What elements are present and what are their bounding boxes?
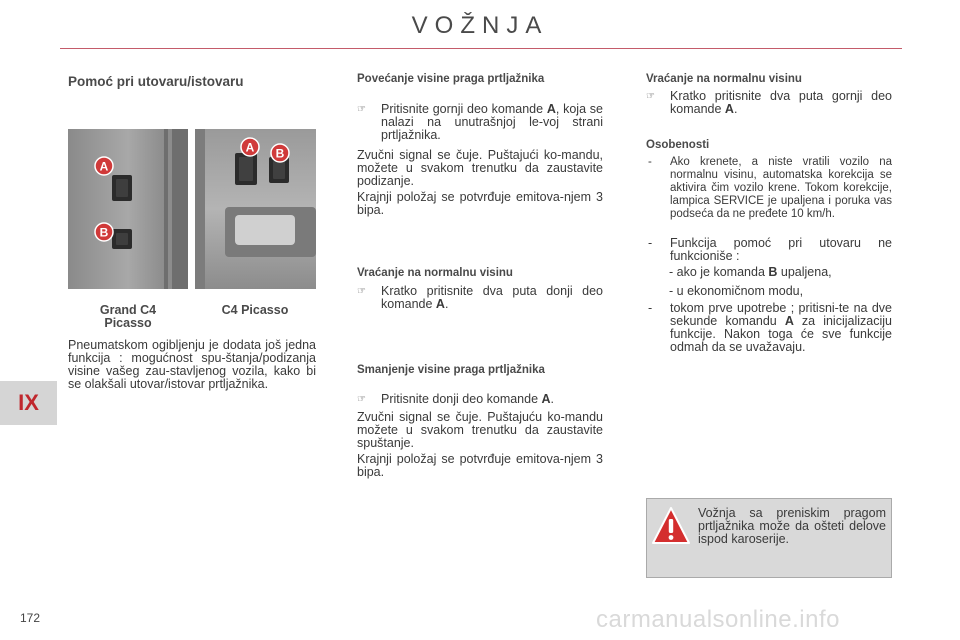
normal-heading: Vraćanje na normalnu visinu xyxy=(357,267,513,279)
raise-heading: Povećanje visine praga prtljažnika xyxy=(357,73,545,85)
dash-marker: - xyxy=(648,236,653,250)
trunk-side-illustration xyxy=(195,129,316,289)
sub-item-1-key: B xyxy=(768,265,778,279)
sub-item-2-text: u ekonomičnom modu, xyxy=(676,284,804,298)
dash-marker: - xyxy=(648,156,652,168)
lower-bullet-text: Pritisnite donji deo komande xyxy=(381,392,542,406)
photo-c4-picasso xyxy=(195,129,316,289)
normal-bullet-2-text: Kratko pritisnite dva puta gornji deo komande xyxy=(670,89,892,116)
caption-grand-c4-picasso: Grand C4 Picasso xyxy=(99,303,157,330)
feature-item-2: Funkcija pomoć pri utovaru ne funkcioniše : xyxy=(670,236,892,263)
feature-item-1: Ako krenete, a niste vratili vozilo na normalnu visinu, automatska korekcija se aktivira čim vozilo krene. Tokom korekcije, lampica SERVICE je upaljena i poruka vas podseća da ne pređete 10 km/h. xyxy=(670,156,892,220)
dash-marker: - xyxy=(648,301,653,315)
watermark: carmanualsonline.info xyxy=(596,606,840,633)
badge-b-left: B xyxy=(99,225,109,240)
sub-item-1-text: ako je komanda xyxy=(676,265,769,279)
pointing-hand-icon: ☞ xyxy=(357,394,366,405)
raise-paragraph-2: Krajnji položaj se potvrđuje emitova-njem 3 bipa. xyxy=(357,190,603,217)
feature-item-3-rest: za inicijalizaciju funkcije. Nakon toga će sve funkcije odmah da se uvažavaju. xyxy=(670,314,892,354)
feature-item-3-key: A xyxy=(784,314,794,328)
intro-paragraph: Pneumatskom ogibljenju je dodata još jedna funkcija : mogućnost spu-štanja/podizanja visine vašeg zau-stavljenog vozila, kako bi se olakšali utovar/istovar prtljažnika. xyxy=(68,338,316,391)
warning-icon xyxy=(651,506,691,546)
sub-item-1-rest: upaljena, xyxy=(777,265,832,279)
raise-bullet-rest: , koja se nalazi na unutrašnjoj le-voj strani prtljažnika. xyxy=(381,102,603,142)
trunk-panel-illustration xyxy=(68,129,188,289)
raise-paragraph-1: Zvučni signal se čuje. Puštajući ko-mandu, možete u svakom trenutku da zaustavite podizanje. xyxy=(357,148,603,188)
section-heading: Pomoć pri utovaru/istovaru xyxy=(68,74,244,89)
features-heading: Osobenosti xyxy=(646,139,710,151)
photo-grand-c4-picasso xyxy=(68,129,188,289)
lower-bullet-key: A xyxy=(541,392,551,406)
badge-a-left: A xyxy=(99,159,109,174)
caption-c4-picasso: C4 Picasso xyxy=(221,303,289,317)
lower-bullet xyxy=(357,392,603,406)
normal-bullet-text: Kratko pritisnite dva puta donji deo komande xyxy=(381,284,603,311)
sub-item-2: - u ekonomičnom modu, xyxy=(669,284,804,298)
lower-paragraph-2: Krajnji položaj se potvrđuje emitova-njem 3 bipa. xyxy=(357,452,603,479)
page-title: VOŽNJA xyxy=(411,12,549,39)
normal-heading-2: Vraćanje na normalnu visinu xyxy=(646,73,802,85)
feature-item-3 xyxy=(670,302,892,354)
normal-bullet-key: A xyxy=(435,297,445,311)
feature-item-3-text: tokom prve upotrebe ; pritisni-te na dve sekunde komandu xyxy=(670,301,892,328)
normal-bullet-2-rest: . xyxy=(733,102,738,116)
warning-text: Vožnja sa preniskim pragom prtljažnika može da ošteti delove ispod karoserije. xyxy=(698,506,886,546)
normal-bullet-rest: . xyxy=(444,297,449,311)
page-number: 172 xyxy=(20,611,41,625)
normal-bullet-2 xyxy=(646,89,892,116)
normal-bullet-2-key: A xyxy=(724,102,734,116)
pointing-hand-icon: ☞ xyxy=(357,286,366,297)
normal-bullet xyxy=(357,284,603,311)
lower-bullet-rest: . xyxy=(550,392,555,406)
raise-bullet xyxy=(357,102,603,142)
badge-b-right: B xyxy=(275,146,285,161)
raise-bullet-text: Pritisnite gornji deo komande xyxy=(381,102,547,116)
pointing-hand-icon: ☞ xyxy=(646,91,655,102)
title-divider xyxy=(60,48,902,49)
sub-item-1: - ako je komanda B upaljena, xyxy=(669,265,832,279)
chapter-label: IX xyxy=(18,390,39,415)
badge-a-right: A xyxy=(245,140,255,155)
raise-bullet-key: A xyxy=(546,102,556,116)
lower-paragraph-1: Zvučni signal se čuje. Puštajuću ko-mandu možete u svakom trenutku da zaustavite spuštanje. xyxy=(357,410,603,450)
lower-heading: Smanjenje visine praga prtljažnika xyxy=(357,364,545,376)
pointing-hand-icon: ☞ xyxy=(357,104,366,115)
